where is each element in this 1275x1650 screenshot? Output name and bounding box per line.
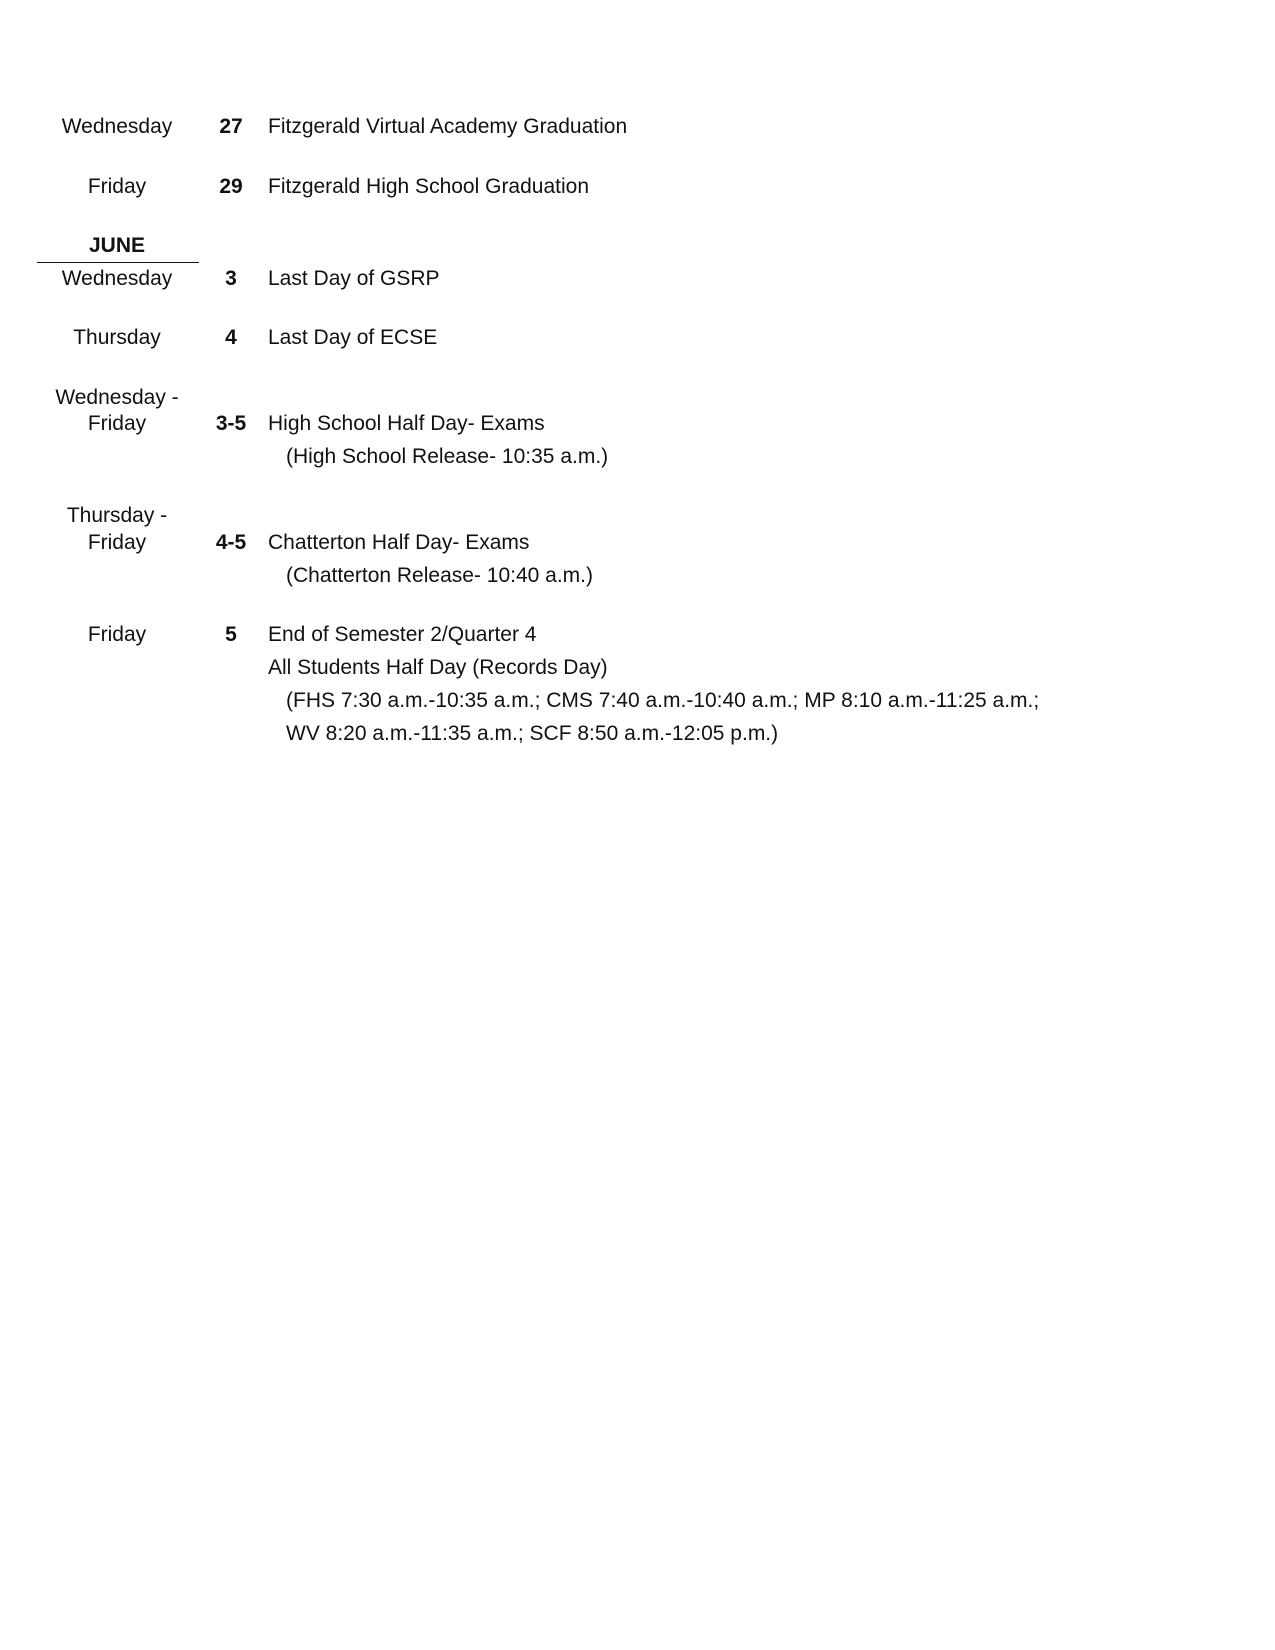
event-day: Wednesday xyxy=(61,115,173,138)
event-description: Fitzgerald High School Graduation xyxy=(268,175,590,198)
event-date: 4-5 xyxy=(215,531,247,554)
event-detail: WV 8:20 a.m.-11:35 a.m.; SCF 8:50 a.m.-12:05 p.m.) xyxy=(286,722,779,745)
event-detail: (FHS 7:30 a.m.-10:35 a.m.; CMS 7:40 a.m.-10:40 a.m.; MP 8:10 a.m.-11:25 a.m.; xyxy=(286,689,1040,712)
event-description: Fitzgerald Virtual Academy Graduation xyxy=(268,115,628,138)
event-description: High School Half Day- Exams xyxy=(268,412,545,435)
event-date: 5 xyxy=(225,623,237,646)
event-date: 3 xyxy=(225,267,237,290)
event-date: 3-5 xyxy=(215,412,247,435)
month-heading-divider xyxy=(37,262,199,263)
event-description: End of Semester 2/Quarter 4 xyxy=(268,623,537,646)
event-description: Chatterton Half Day- Exams xyxy=(268,531,530,554)
event-day: Friday xyxy=(87,623,147,646)
event-date: 4 xyxy=(225,326,237,349)
month-heading: JUNE xyxy=(88,234,146,257)
event-day-end: Friday xyxy=(87,412,147,435)
event-day: Friday xyxy=(87,175,147,198)
event-day-start: Wednesday - xyxy=(55,386,179,409)
event-date: 29 xyxy=(219,175,243,198)
event-detail: (High School Release- 10:35 a.m.) xyxy=(286,445,609,468)
event-detail: (Chatterton Release- 10:40 a.m.) xyxy=(286,564,593,587)
event-description: Last Day of ECSE xyxy=(268,326,438,349)
event-date: 27 xyxy=(219,115,243,138)
event-day: Thursday xyxy=(73,326,161,349)
event-description: All Students Half Day (Records Day) xyxy=(268,656,608,679)
event-description: Last Day of GSRP xyxy=(268,267,440,290)
event-day: Wednesday xyxy=(61,267,173,290)
event-day-end: Friday xyxy=(87,531,147,554)
event-day-start: Thursday - xyxy=(66,504,168,527)
